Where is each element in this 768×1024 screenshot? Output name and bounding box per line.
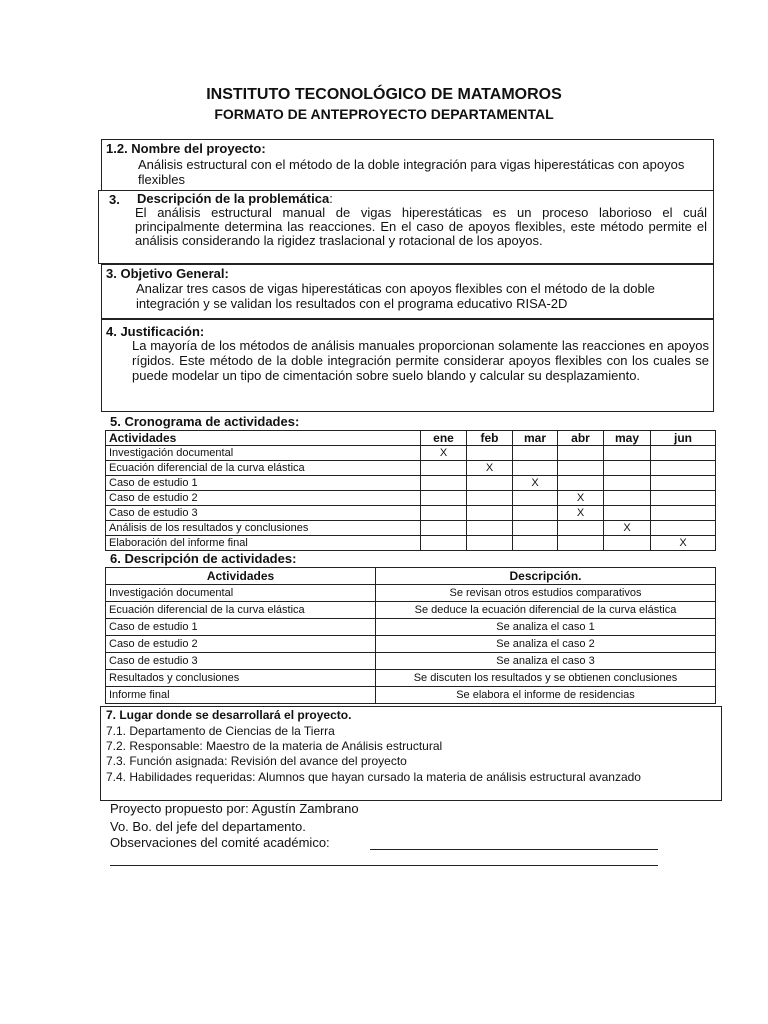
schedule-mark [604, 446, 651, 461]
schedule-mark [513, 461, 558, 476]
section-project-name [101, 139, 714, 191]
location-line-2: 7.2. Responsable: Maestro de la materia de Análisis estructural [106, 739, 443, 753]
schedule-mark [651, 521, 716, 536]
schedule-mark: X [421, 446, 467, 461]
activity-description: Se elabora el informe de residencias [376, 687, 716, 704]
table-row [106, 619, 716, 636]
schedule-activity: Elaboración del informe final [106, 536, 421, 551]
activity-description: Se deduce la ecuación diferencial de la curva elástica [376, 602, 716, 619]
activities-header-row [106, 568, 716, 585]
schedule-mark [421, 476, 467, 491]
schedule-mark [421, 536, 467, 551]
section-text: El análisis estructural manual de vigas hiperestáticas es un proceso laborioso el cuál principalmente determina las reacciones. En el caso de apoyos flexibles, este método permite el análisis considerando la rigidez traslacional y rotacional de los apoyos. [135, 205, 707, 248]
schedule-mark [604, 461, 651, 476]
schedule-mark: X [513, 476, 558, 491]
activity-description: Se revisan otros estudios comparativos [376, 585, 716, 602]
schedule-mark [558, 446, 604, 461]
activity-name: Ecuación diferencial de la curva elástica [106, 602, 376, 619]
section-text: Análisis estructural con el método de la doble integración para vigas hiperestáticas con apoyos flexibles [138, 157, 685, 187]
section-heading: 1.2. Nombre del proyecto: [106, 141, 266, 156]
schedule-mark [421, 521, 467, 536]
schedule-heading: 5. Cronograma de actividades: [110, 414, 300, 429]
section-text: Analizar tres casos de vigas hiperestáticas con apoyos flexibles con el método de la doble integración y se validan los resultados con el programa educativo RISA-2D [136, 281, 655, 311]
schedule-mark [513, 521, 558, 536]
table-row [106, 602, 716, 619]
schedule-mark [467, 446, 513, 461]
department-approval: Vo. Bo. del jefe del departamento. [110, 819, 306, 834]
schedule-mark: X [651, 536, 716, 551]
table-row [106, 687, 716, 704]
activity-description: Se analiza el caso 3 [376, 653, 716, 670]
schedule-col-month: jun [651, 431, 716, 446]
observations-line [370, 849, 658, 850]
schedule-mark [467, 491, 513, 506]
schedule-mark [558, 536, 604, 551]
section-text: La mayoría de los métodos de análisis manuales proporcionan solamente las reacciones en apoyos rígidos. Este método de la doble integración permite considerar apoyos flexibles con los cuales se puede modelar un tipo de cimentación sobre suelo blando y calcular su desplazamiento. [132, 338, 709, 383]
schedule-mark [513, 446, 558, 461]
schedule-table [105, 430, 716, 551]
activity-description: Se analiza el caso 1 [376, 619, 716, 636]
observations-line [110, 865, 658, 866]
proposed-by: Proyecto propuesto por: Agustín Zambrano [110, 801, 359, 816]
table-row [106, 636, 716, 653]
schedule-mark [467, 506, 513, 521]
schedule-mark: X [467, 461, 513, 476]
schedule-mark [467, 536, 513, 551]
location-line-1: 7.1. Departamento de Ciencias de la Tierra [106, 724, 335, 738]
activity-name: Caso de estudio 3 [106, 653, 376, 670]
table-row [106, 536, 716, 551]
section-heading: 4. Justificación: [106, 324, 205, 339]
section-location [100, 706, 722, 801]
table-row [106, 491, 716, 506]
activities-col-activity: Actividades [106, 568, 376, 585]
table-row [106, 585, 716, 602]
schedule-mark [651, 461, 716, 476]
section-heading-text: Descripción de la problemática [137, 191, 330, 206]
schedule-mark: X [558, 506, 604, 521]
schedule-activity: Análisis de los resultados y conclusiones [106, 521, 421, 536]
schedule-mark [651, 476, 716, 491]
activities-table [105, 567, 716, 704]
section-heading: 7. Lugar donde se desarrollará el proyecto. [106, 708, 352, 722]
schedule-mark [604, 491, 651, 506]
schedule-col-month: mar [513, 431, 558, 446]
schedule-activity: Ecuación diferencial de la curva elástica [106, 461, 421, 476]
location-line-4: 7.4. Habilidades requeridas: Alumnos que hayan cursado la materia de análisis estructural avanzado [106, 770, 641, 784]
section-heading: 3. Objetivo General: [106, 266, 229, 281]
schedule-mark [651, 446, 716, 461]
location-line-3: 7.3. Función asignada: Revisión del avance del proyecto [106, 754, 407, 768]
section-heading [137, 191, 333, 206]
activity-name: Investigación documental [106, 585, 376, 602]
committee-observations: Observaciones del comité académico: [110, 835, 330, 850]
schedule-mark [604, 506, 651, 521]
document-title: INSTITUTO TECONOLÓGICO DE MATAMOROS [206, 86, 562, 103]
section-objective [101, 264, 714, 319]
schedule-mark [604, 476, 651, 491]
table-row [106, 521, 716, 536]
activity-name: Informe final [106, 687, 376, 704]
schedule-mark [513, 506, 558, 521]
activity-name: Caso de estudio 1 [106, 619, 376, 636]
schedule-mark [421, 461, 467, 476]
activity-name: Resultados y conclusiones [106, 670, 376, 687]
activity-description: Se discuten los resultados y se obtienen conclusiones [376, 670, 716, 687]
schedule-mark [513, 491, 558, 506]
schedule-mark [604, 536, 651, 551]
schedule-col-activity: Actividades [106, 431, 421, 446]
schedule-col-month: feb [467, 431, 513, 446]
schedule-mark [421, 491, 467, 506]
schedule-col-month: abr [558, 431, 604, 446]
schedule-header-row [106, 431, 716, 446]
schedule-col-month: may [604, 431, 651, 446]
activity-name: Caso de estudio 2 [106, 636, 376, 653]
section-number: 3. [109, 192, 120, 207]
section-justification [101, 319, 714, 412]
schedule-mark [651, 491, 716, 506]
schedule-mark [558, 461, 604, 476]
table-row [106, 653, 716, 670]
schedule-activity: Caso de estudio 1 [106, 476, 421, 491]
schedule-mark: X [604, 521, 651, 536]
schedule-mark [467, 521, 513, 536]
table-row [106, 461, 716, 476]
schedule-mark [467, 476, 513, 491]
schedule-activity: Caso de estudio 2 [106, 491, 421, 506]
document-subtitle: FORMATO DE ANTEPROYECTO DEPARTAMENTAL [214, 106, 554, 122]
schedule-activity: Caso de estudio 3 [106, 506, 421, 521]
schedule-mark [421, 506, 467, 521]
activities-heading: 6. Descripción de actividades: [110, 551, 297, 566]
schedule-mark [651, 506, 716, 521]
schedule-mark [558, 476, 604, 491]
activities-col-description: Descripción. [376, 568, 716, 585]
schedule-mark: X [558, 491, 604, 506]
schedule-activity: Investigación documental [106, 446, 421, 461]
table-row [106, 476, 716, 491]
section-heading-colon: : [329, 191, 333, 206]
schedule-mark [558, 521, 604, 536]
activity-description: Se analiza el caso 2 [376, 636, 716, 653]
schedule-col-month: ene [421, 431, 467, 446]
table-row [106, 670, 716, 687]
table-row [106, 506, 716, 521]
schedule-mark [513, 536, 558, 551]
table-row [106, 446, 716, 461]
section-problem [98, 190, 714, 264]
